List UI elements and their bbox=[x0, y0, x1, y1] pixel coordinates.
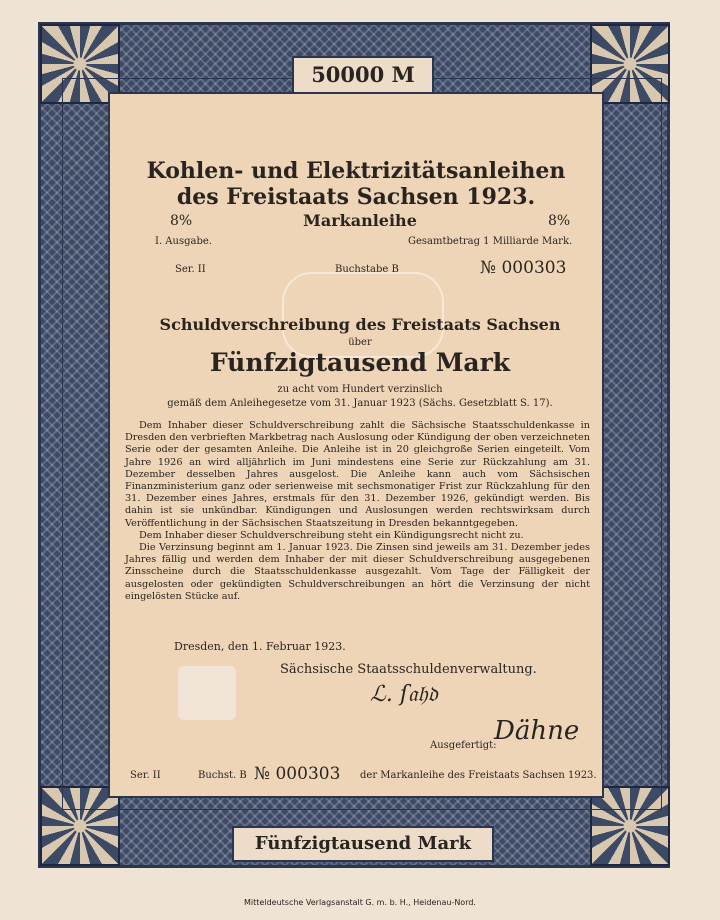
rate-right: 8% bbox=[548, 213, 571, 229]
terms-text bbox=[125, 420, 590, 603]
ausgefertigt-label: Ausgefertigt: bbox=[430, 740, 497, 751]
place-date: Dresden, den 1. Februar 1923. bbox=[174, 640, 346, 653]
serie-label: Ser. II bbox=[175, 264, 206, 275]
signature-authority: ℒ. ſ𝔞𝔥𝔡 bbox=[370, 682, 438, 707]
footer-number: № 000303 bbox=[254, 764, 341, 784]
terms-paragraph-3: Die Verzinsung beginnt am 1. Januar 1923. Die Zinsen sind jeweils am 31. Dezember jedes Jahres fällig und werden dem Inhaber der mit dieser Schuldverschreibung ausgegebenen Zinsscheine durch die Staatsschuldenkasse ausgezahlt. Vom Tage der Fälligkeit der ausgelosten oder gekündigten Schuldverschreibungen an hört die Verzinsung der nicht eingelösten Stücke auf. bbox=[125, 542, 590, 602]
terms-paragraph-1: Dem Inhaber dieser Schuldverschreibung zahlt die Sächsische Staatsschuldenkasse in Dresden den verbrieften Markbetrag nach Auslosung oder Kündigung der oben verzeichneten Serie oder der gesamten Anleihe. Die Anleihe ist in 20 gleichgroße Serien eingeteilt. Vom Jahre 1926 an wird alljährlich im Juni mindestens eine Serie zur Rückzahlung am 31. Dezember desselben Jahres ausgelost. Die Anleihe kann auch vom Sächsischen Finanzministerium ganz oder serienweise mit sechsmonatiger Frist zur Rückzahlung für den 31. Dezember eines Jahres, erstmals für den 31. Dezember 1926, gekündigt werden. Bis dahin ist sie unkündbar. Kündigungen und Auslosungen werden rechtswirksam durch Veröffentlichung in der Sächsischen Staatszeitung in Dresden bekanntgegeben. bbox=[125, 420, 590, 529]
interest-rate-text: zu acht vom Hundert verzinslich bbox=[277, 384, 443, 395]
signature-issuer: Dähne bbox=[494, 716, 580, 746]
denomination-box: 50000 M bbox=[292, 56, 434, 94]
embossed-seal bbox=[178, 666, 236, 720]
bottom-amount-box: Fünfzigtausend Mark bbox=[232, 826, 494, 862]
markanleihe-label: Markanleihe bbox=[303, 211, 417, 230]
footer-serie: Ser. II bbox=[130, 770, 161, 781]
certificate-number: № 000303 bbox=[480, 258, 567, 278]
law-reference: gemäß dem Anleihegesetze vom 31. Januar 1923 (Sächs. Gesetzblatt S. 17). bbox=[167, 398, 553, 409]
rate-left: 8% bbox=[170, 213, 193, 229]
buchstabe-label: Buchstabe B bbox=[335, 264, 399, 275]
amount-words: Fünfzigtausend Mark bbox=[209, 348, 511, 377]
footer-text: der Markanleihe des Freistaats Sachsen 1923. bbox=[360, 770, 597, 781]
printer-imprint: Mitteldeutsche Verlagsanstalt G. m. b. H., Heidenau-Nord. bbox=[244, 898, 476, 907]
main-heading: Schuldverschreibung des Freistaats Sachsen bbox=[159, 315, 561, 334]
footer-buchstabe: Buchst. B bbox=[198, 770, 247, 781]
gesamtbetrag-label: Gesamtbetrag 1 Milliarde Mark. bbox=[408, 236, 573, 247]
ueber-label: über bbox=[348, 337, 372, 348]
authority-name: Sächsische Staatsschuldenverwaltung. bbox=[280, 662, 537, 677]
title-line-1: Kohlen- und Elektrizitätsanleihen bbox=[146, 158, 566, 184]
terms-paragraph-2: Dem Inhaber dieser Schuldverschreibung steht ein Kündigungsrecht nicht zu. bbox=[139, 529, 524, 541]
title-line-2: des Freistaats Sachsen 1923. bbox=[176, 184, 536, 210]
ausgabe-label: I. Ausgabe. bbox=[155, 236, 212, 247]
